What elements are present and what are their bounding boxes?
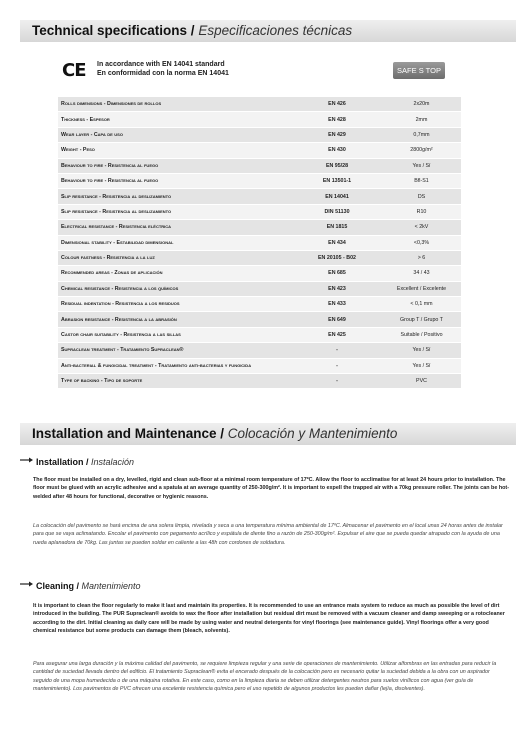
spec-norm: EN 685 <box>292 266 382 281</box>
spec-norm: - <box>292 343 382 358</box>
arrow-right-icon <box>20 579 34 589</box>
section-header-installation <box>20 423 516 445</box>
spec-value: < 0,1 mm <box>382 297 461 312</box>
section-title <box>32 426 397 441</box>
section-title <box>32 23 352 38</box>
spec-label: Electrical resistance - Resistencia eléctrica <box>58 220 292 235</box>
spec-value: Yes / Sí <box>382 343 461 358</box>
spec-label: Supraclean treatment - Tratamiento Supraclean® <box>58 343 292 358</box>
spec-row <box>58 189 461 204</box>
spec-label: Behaviour to fire - Resistencia al fuego <box>58 173 292 188</box>
spec-norm: EN 1815 <box>292 220 382 235</box>
ce-conformity-text <box>97 60 229 78</box>
spec-row <box>58 343 461 358</box>
spec-label: Residual indentation - Resistencia a los residuos <box>58 297 292 312</box>
spec-norm: - <box>292 374 382 389</box>
spec-row <box>58 281 461 296</box>
spec-value: Group T / Grupo T <box>382 312 461 327</box>
spec-norm: EN 433 <box>292 297 382 312</box>
installation-title-en: Installation / <box>36 457 89 467</box>
spec-norm: EN 426 <box>292 97 382 112</box>
spec-row <box>58 312 461 327</box>
installation-text-en: The floor must be installed on a dry, levelled, rigid and clean sub-floor at a minimal room temperature of 17ºC. Allow the floor to acclimatise for at least 24 hours prior to installation. The floor must be glued with an acrylic adhesive and a spatula at an average quantity of 250-300g/m². It is important to expell the trapped air with a 70kg pressure roller. The joints can be hot-welded after 48 hours for functional, decorative or hygienic reasons. <box>33 477 509 500</box>
cleaning-title-es: Mantenimiento <box>79 581 141 591</box>
spec-value: 0,7mm <box>382 127 461 142</box>
section-header-technical <box>20 20 516 42</box>
spec-norm: EN 20105 - B02 <box>292 250 382 265</box>
spec-row <box>58 158 461 173</box>
spec-row <box>58 374 461 389</box>
section-title-en: Installation and Maintenance / <box>32 426 225 441</box>
spec-value: Yes / Sí <box>382 158 461 173</box>
spec-norm: EN 95/28 <box>292 158 382 173</box>
spec-value: Yes / Sí <box>382 358 461 373</box>
spec-value: PVC <box>382 374 461 389</box>
cleaning-text-en: It is important to clean the floor regularly to make it last and maintain its properties. It is recommended to use an entrance mats system to reduce as much as possible the level of dirt introduced in the building. The PUR Supraclean® avoids to wax the floor after installation but residual dirt must be removed with a vacuum cleaner and damp sweeping or a rotocleaner according to the dirt. Initial cleaning as daily care will be made by using water and neutral detergents for vinyl floorings (see maintenance guide). Vinyl floorings offer a very good chemical resistance but some products can damage them (bleach, solvents). <box>33 603 505 635</box>
spec-value: R10 <box>382 204 461 219</box>
spec-row <box>58 358 461 373</box>
spec-row <box>58 143 461 158</box>
spec-row <box>58 97 461 112</box>
spec-row <box>58 250 461 265</box>
spec-label: Slip resistance - Resistencia al deslizamiento <box>58 204 292 219</box>
spec-label: Anti-bacterial & fungicidal treatment - Tratamiento anti-bacterias y fungicida <box>58 358 292 373</box>
cleaning-heading <box>20 581 141 591</box>
spec-norm: EN 13501-1 <box>292 173 382 188</box>
spec-norm: DIN 51130 <box>292 204 382 219</box>
spec-value: <0,3% <box>382 235 461 250</box>
spec-value: DS <box>382 189 461 204</box>
spec-label: Castor chair suitability - Resistencia a las sillas <box>58 327 292 342</box>
spec-value: 34 / 43 <box>382 266 461 281</box>
section-title-en: Technical specifications / <box>32 23 195 38</box>
spec-value: Suitable / Positivo <box>382 327 461 342</box>
spec-label: Type of backing - Tipo de soporte <box>58 374 292 389</box>
spec-row <box>58 112 461 127</box>
spec-norm: EN 429 <box>292 127 382 142</box>
cleaning-title-en: Cleaning / <box>36 581 80 591</box>
installation-title-es: Instalación <box>88 457 135 467</box>
section-title-es: Colocación y Mantenimiento <box>224 426 398 441</box>
spec-row <box>58 297 461 312</box>
product-badge: SAFE S TOP <box>393 62 445 79</box>
spec-label: Wear layer - Capa de uso <box>58 127 292 142</box>
spec-label: Recommended areas - Zonas de aplicación <box>58 266 292 281</box>
ce-line-es: En conformidad con la norma EN 14041 <box>97 70 229 77</box>
spec-norm: - <box>292 358 382 373</box>
spec-value: 2800g/m² <box>382 143 461 158</box>
spec-norm: EN 423 <box>292 281 382 296</box>
installation-text-es: La colocación del pavimento se hará encima de una solera limpia, nivelada y seca a una temperatura mínima ambiental de 17ºC. Almacenar el pavimento en el local unas 24 horas antes de instalar para que se vaya aclimatando. Encolar el pavimento con pegamento acrílico y espátula de diente fino a razón de 250-300g/m². Expulsar el aire que se pueda quedar atrapado con la ayuda de una rueda aplanadora de 70kg. Las juntas se pueden soldar en caliente a las 48h con cordones de soldadura. <box>33 523 503 546</box>
spec-row <box>58 266 461 281</box>
spec-row <box>58 235 461 250</box>
spec-norm: EN 430 <box>292 143 382 158</box>
spec-label: Dimensional stability - Estabilidad dimensional <box>58 235 292 250</box>
spec-norm: EN 425 <box>292 327 382 342</box>
spec-label: Abrasion resistance - Resistencia a la abrasión <box>58 312 292 327</box>
specifications-table <box>58 97 461 389</box>
spec-value: < 2kV <box>382 220 461 235</box>
spec-label: Slip resistance - Resistencia al deslizamiento <box>58 189 292 204</box>
spec-row <box>58 127 461 142</box>
spec-label: Colour fastness - Resistencia a la luz <box>58 250 292 265</box>
section-title-es: Especificaciones técnicas <box>194 23 353 38</box>
spec-value: 2mm <box>382 112 461 127</box>
ce-mark-icon: CE <box>62 60 86 81</box>
spec-label: Chemical resistance - Resistencia a los químicos <box>58 281 292 296</box>
spec-row <box>58 173 461 188</box>
spec-label: Rolls dimensions - Dimensiones de rollos <box>58 97 292 112</box>
cleaning-text-es: Para asegurar una larga duración y la máxima calidad del pavimento, se requiere limpieza regular y una serie de operaciones de mantenimiento. Utilizar alfombras en las entradas para reducir la cantidad de suciedad llevada dentro del edificio. El tratamiento Supraclean® evita el encerado después de la colocación pero es necesario quitar la suciedad debida a la obra con un aspirador seguido de una mopa humedecida o de una máquina rotativa. En este caso, como en la limpieza diaria se deben utilizar detergentes neutros para suelos vinílicos con agua (ver guía de mantenimiento). Los pavimentos de PVC ofrecen una excelente resistencia química pero el uso repetido de algunos productos les pueden dañar (lejía, disolventes). <box>33 661 497 693</box>
spec-value: 2x20m <box>382 97 461 112</box>
spec-row <box>58 204 461 219</box>
spec-norm: EN 434 <box>292 235 382 250</box>
spec-value: > 6 <box>382 250 461 265</box>
installation-heading <box>20 457 134 467</box>
spec-value: Excellent / Excelente <box>382 281 461 296</box>
spec-label: Weight - Peso <box>58 143 292 158</box>
spec-label: Behaviour to fire - Resistencia al fuego <box>58 158 292 173</box>
spec-value: Bfl-S1 <box>382 173 461 188</box>
spec-norm: EN 428 <box>292 112 382 127</box>
spec-norm: EN 649 <box>292 312 382 327</box>
spec-row <box>58 327 461 342</box>
spec-norm: EN 14041 <box>292 189 382 204</box>
spec-row <box>58 220 461 235</box>
arrow-right-icon <box>20 455 34 465</box>
ce-line-en: In accordance with EN 14041 standard <box>97 61 225 68</box>
spec-label: Thickness - Espesor <box>58 112 292 127</box>
